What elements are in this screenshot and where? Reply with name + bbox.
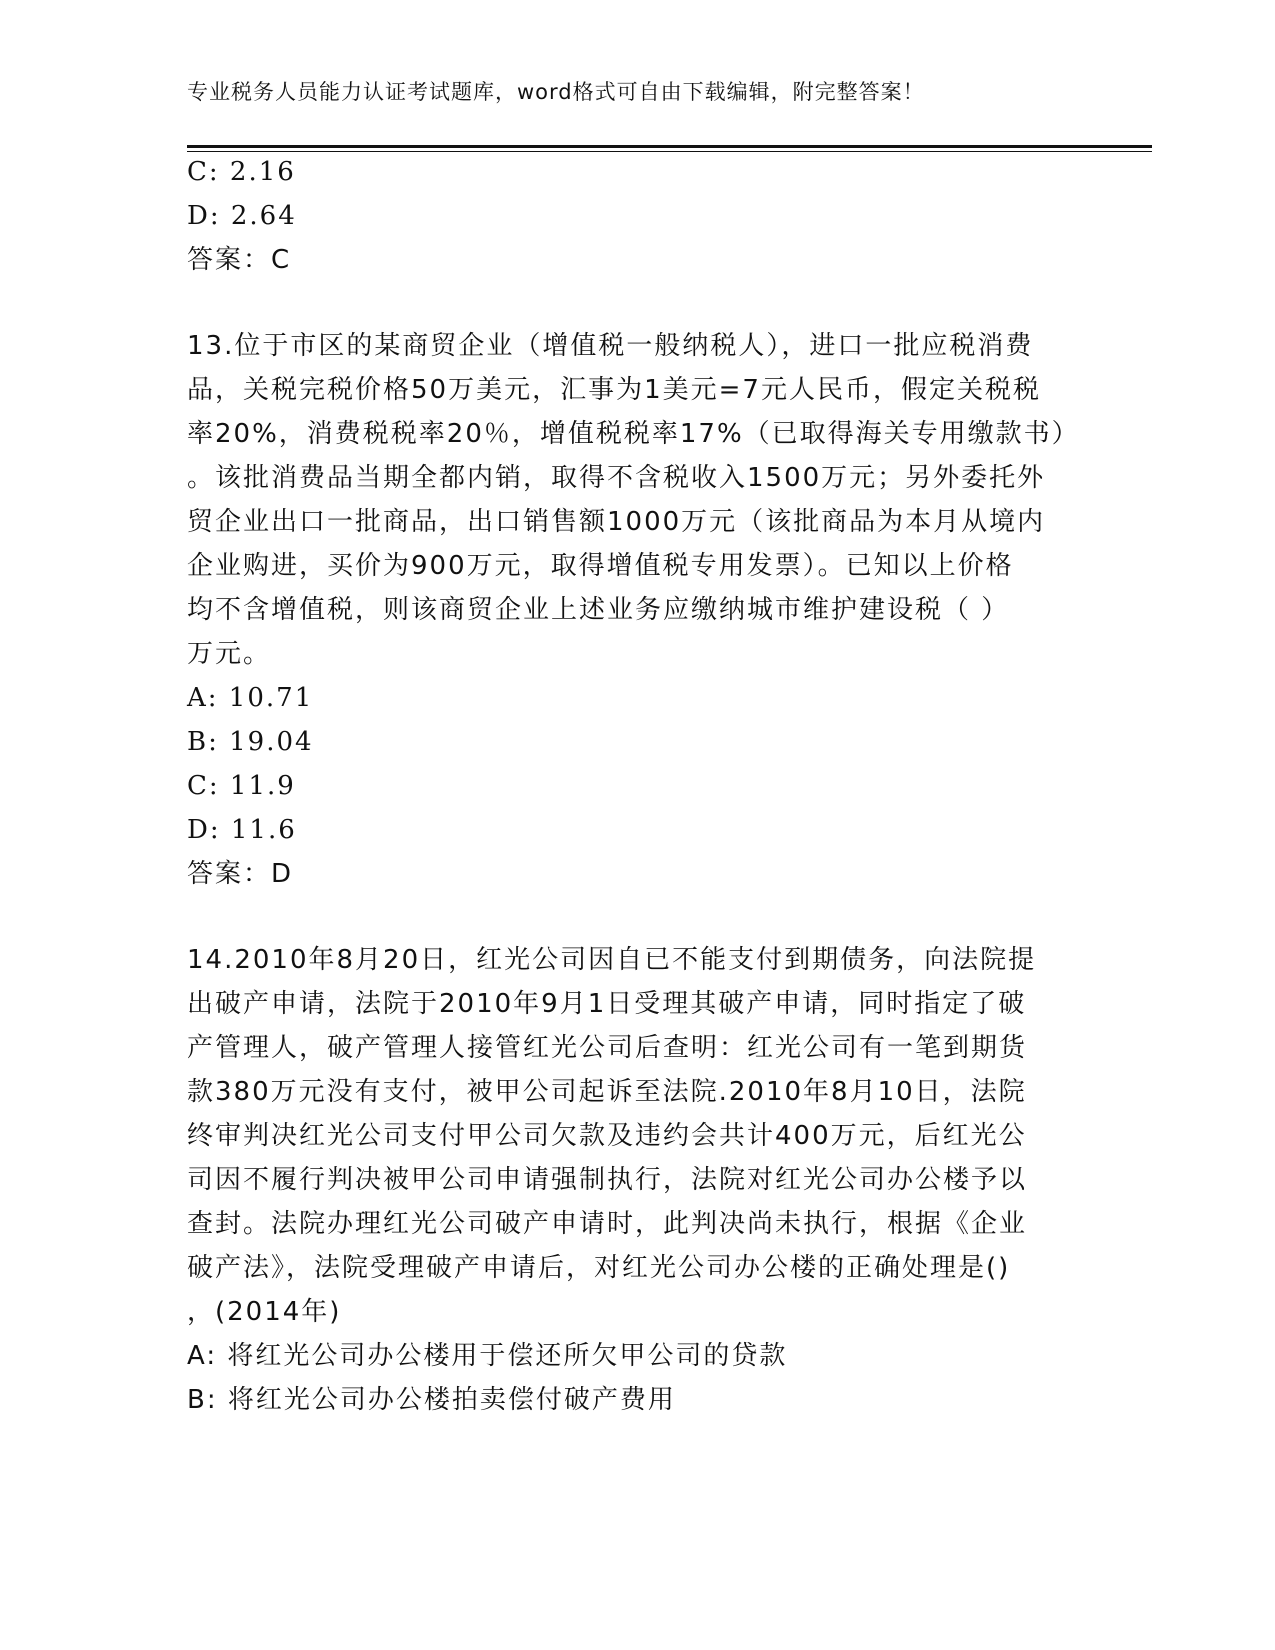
- q13-line-8: 万元。: [187, 639, 272, 669]
- q14-line-7: 查封。法院办理红光公司破产申请时，此判决尚未执行，根据《企业: [187, 1209, 1028, 1239]
- q14-option-b: B: 将红光公司办公楼拍卖偿付破产费用: [187, 1385, 676, 1415]
- q12-option-d: D: 2.64: [187, 201, 297, 231]
- q13-line-5: 贸企业出口一批商品，出口销售额1000万元（该批商品为本月从境内: [187, 507, 1046, 537]
- q14-line-9: ，(2014年): [187, 1297, 342, 1327]
- q14-line-8: 破产法》，法院受理破产申请后，对红光公司办公楼的正确处理是(): [187, 1253, 1011, 1283]
- q13-line-2: 品，关税完税价格50万美元，汇事为1美元=7元人民币，假定关税税: [187, 375, 1041, 405]
- header-rule-thin: [187, 151, 1152, 152]
- q14-line-4: 款380万元没有支付，被甲公司起诉至法院.2010年8月10日，法院: [187, 1077, 1027, 1107]
- q13-line-7: 均不含增值税，则该商贸企业上述业务应缴纳城市维护建设税（ ）: [187, 595, 1010, 625]
- q14-line-3: 产管理人，破产管理人接管红光公司后查明：红光公司有一笔到期货: [187, 1033, 1028, 1063]
- q13-line-4: 。该批消费品当期全都内销，取得不含税收入1500万元；另外委托外: [187, 463, 1046, 493]
- q13-option-a: A: 10.71: [187, 683, 314, 713]
- q13-option-c: C: 11.9: [187, 771, 296, 801]
- q13-answer: 答案：D: [187, 859, 294, 889]
- q13-line-1: 13.位于市区的某商贸企业（增值税一般纳税人），进口一批应税消费: [187, 331, 1034, 361]
- q12-answer: 答案：C: [187, 245, 292, 275]
- page-header: 专业税务人员能力认证考试题库，word格式可自由下载编辑，附完整答案！: [187, 80, 925, 104]
- q13-line-3: 率20%，消费税税率20％，增值税税率17%（已取得海关专用缴款书）: [187, 419, 1080, 449]
- q12-option-c: C: 2.16: [187, 157, 296, 187]
- q14-option-a: A: 将红光公司办公楼用于偿还所欠甲公司的贷款: [187, 1341, 788, 1371]
- q14-line-2: 出破产申请，法院于2010年9月1日受理其破产申请，同时指定了破: [187, 989, 1027, 1019]
- q13-option-d: D: 11.6: [187, 815, 297, 845]
- q14-line-5: 终审判决红光公司支付甲公司欠款及违约会共计400万元，后红光公: [187, 1121, 1027, 1151]
- q14-line-1: 14.2010年8月20日，红光公司因自已不能支付到期债务，向法院提: [187, 945, 1037, 975]
- q13-line-6: 企业购进，买价为900万元，取得增值税专用发票）。已知以上价格: [187, 551, 1014, 581]
- q14-line-6: 司因不履行判决被甲公司申请强制执行，法院对红光公司办公楼予以: [187, 1165, 1028, 1195]
- header-rule-thick: [187, 145, 1152, 148]
- q13-option-b: B: 19.04: [187, 727, 314, 757]
